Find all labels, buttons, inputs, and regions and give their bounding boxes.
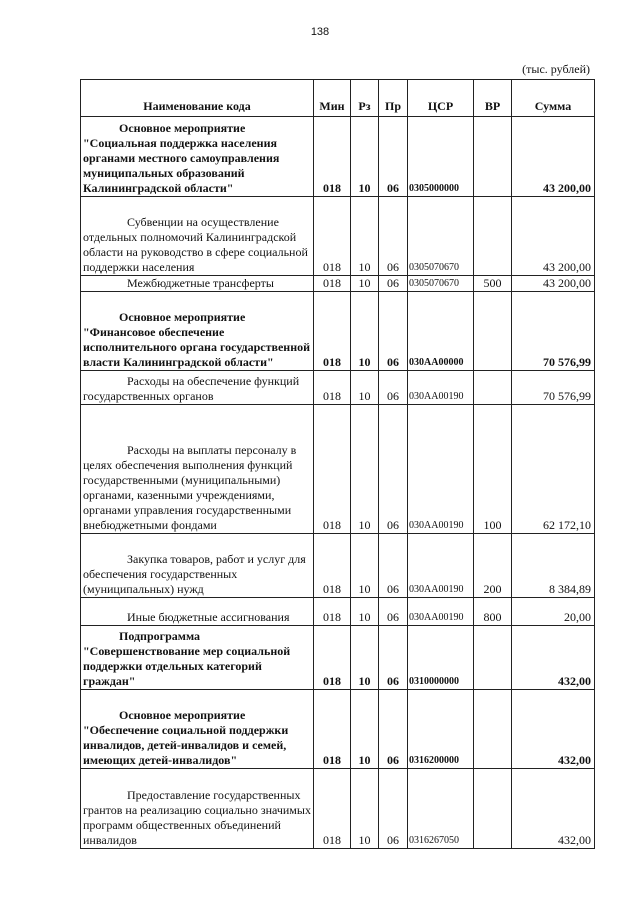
row-name-heading: Подпрограмма bbox=[119, 629, 201, 643]
budget-table bbox=[80, 79, 595, 849]
row-sum: 70 576,99 bbox=[512, 371, 595, 405]
row-pr: 06 bbox=[379, 197, 408, 276]
row-name bbox=[81, 626, 314, 690]
row-rz: 10 bbox=[351, 276, 379, 292]
row-sum: 432,00 bbox=[512, 769, 595, 849]
row-csr: 0310000000 bbox=[408, 626, 474, 690]
row-name-heading: Основное мероприятие bbox=[119, 310, 246, 324]
row-csr: 0305000000 bbox=[408, 117, 474, 197]
row-min: 018 bbox=[314, 197, 351, 276]
row-sum: 62 172,10 bbox=[512, 405, 595, 534]
row-vr bbox=[474, 292, 512, 371]
row-min: 018 bbox=[314, 276, 351, 292]
row-name: Иные бюджетные ассигнования bbox=[81, 598, 314, 626]
row-name: Закупка товаров, работ и услуг для обеспечения государственных (муниципальных) нужд bbox=[81, 534, 314, 598]
row-pr: 06 bbox=[379, 534, 408, 598]
row-name: Расходы на обеспечение функций государственных органов bbox=[81, 371, 314, 405]
row-name: Расходы на выплаты персоналу в целях обеспечения выполнения функций государственными (муниципальными) органами, казенными учреждениями, органами управления государственными внебюджетными фондами bbox=[81, 405, 314, 534]
row-rz: 10 bbox=[351, 405, 379, 534]
row-sum: 8 384,89 bbox=[512, 534, 595, 598]
row-pr: 06 bbox=[379, 292, 408, 371]
row-csr: 030АА00190 bbox=[408, 598, 474, 626]
row-pr: 06 bbox=[379, 276, 408, 292]
row-name bbox=[81, 690, 314, 769]
row-vr bbox=[474, 117, 512, 197]
row-name bbox=[81, 292, 314, 371]
col-header-vr: ВР bbox=[474, 80, 512, 117]
row-vr bbox=[474, 626, 512, 690]
row-csr: 0316267050 bbox=[408, 769, 474, 849]
row-sum: 43 200,00 bbox=[512, 117, 595, 197]
row-csr: 030АА00190 bbox=[408, 371, 474, 405]
row-pr: 06 bbox=[379, 690, 408, 769]
row-pr: 06 bbox=[379, 769, 408, 849]
row-vr: 200 bbox=[474, 534, 512, 598]
row-sum: 20,00 bbox=[512, 598, 595, 626]
row-name-body: "Социальная поддержка населения органами местного самоуправления муниципальных образований Калининградской области" bbox=[83, 136, 280, 195]
table-row bbox=[81, 117, 595, 197]
row-csr: 030АА00000 bbox=[408, 292, 474, 371]
page-number: 138 bbox=[310, 26, 330, 38]
units-label: (тыс. рублей) bbox=[522, 62, 590, 76]
row-name bbox=[81, 117, 314, 197]
table-row bbox=[81, 690, 595, 769]
row-sum: 432,00 bbox=[512, 690, 595, 769]
row-rz: 10 bbox=[351, 534, 379, 598]
row-vr bbox=[474, 197, 512, 276]
table-row bbox=[81, 405, 595, 534]
row-vr bbox=[474, 769, 512, 849]
row-min: 018 bbox=[314, 292, 351, 371]
col-header-rz: Рз bbox=[351, 80, 379, 117]
row-min: 018 bbox=[314, 371, 351, 405]
row-vr: 800 bbox=[474, 598, 512, 626]
row-name-heading: Основное мероприятие bbox=[119, 121, 246, 135]
row-min: 018 bbox=[314, 626, 351, 690]
col-header-sum: Сумма bbox=[512, 80, 595, 117]
row-sum: 70 576,99 bbox=[512, 292, 595, 371]
row-vr bbox=[474, 371, 512, 405]
row-vr: 500 bbox=[474, 276, 512, 292]
col-header-pr: Пр bbox=[379, 80, 408, 117]
row-vr: 100 bbox=[474, 405, 512, 534]
table-row bbox=[81, 276, 595, 292]
row-csr: 0316200000 bbox=[408, 690, 474, 769]
row-min: 018 bbox=[314, 405, 351, 534]
row-min: 018 bbox=[314, 690, 351, 769]
row-rz: 10 bbox=[351, 197, 379, 276]
row-vr bbox=[474, 690, 512, 769]
row-csr: 0305070670 bbox=[408, 276, 474, 292]
row-name: Межбюджетные трансферты bbox=[81, 276, 314, 292]
row-rz: 10 bbox=[351, 769, 379, 849]
table-row bbox=[81, 371, 595, 405]
row-name: Субвенции на осуществление отдельных полномочий Калининградской области на руководство в сфере социальной поддержки населения bbox=[81, 197, 314, 276]
row-sum: 43 200,00 bbox=[512, 276, 595, 292]
table-row bbox=[81, 534, 595, 598]
row-sum: 43 200,00 bbox=[512, 197, 595, 276]
row-name-body: "Финансовое обеспечение исполнительного органа государственной власти Калининградской области" bbox=[83, 325, 311, 369]
table-row bbox=[81, 197, 595, 276]
row-rz: 10 bbox=[351, 371, 379, 405]
row-min: 018 bbox=[314, 534, 351, 598]
table-row bbox=[81, 292, 595, 371]
table-row bbox=[81, 598, 595, 626]
row-pr: 06 bbox=[379, 371, 408, 405]
row-min: 018 bbox=[314, 117, 351, 197]
row-rz: 10 bbox=[351, 117, 379, 197]
row-pr: 06 bbox=[379, 117, 408, 197]
table-row bbox=[81, 769, 595, 849]
col-header-csr: ЦСР bbox=[408, 80, 474, 117]
row-rz: 10 bbox=[351, 690, 379, 769]
row-pr: 06 bbox=[379, 598, 408, 626]
row-rz: 10 bbox=[351, 626, 379, 690]
row-name-body: "Совершенствование мер социальной поддержки отдельных категорий граждан" bbox=[83, 644, 291, 688]
row-name: Предоставление государственных грантов на реализацию социально значимых программ общественных объединений инвалидов bbox=[81, 769, 314, 849]
row-sum: 432,00 bbox=[512, 626, 595, 690]
table-header-row bbox=[81, 80, 595, 117]
col-header-name: Наименование кода bbox=[81, 80, 314, 117]
row-min: 018 bbox=[314, 769, 351, 849]
table-row bbox=[81, 626, 595, 690]
row-csr: 030АА00190 bbox=[408, 534, 474, 598]
row-pr: 06 bbox=[379, 405, 408, 534]
row-csr: 0305070670 bbox=[408, 197, 474, 276]
col-header-min: Мин bbox=[314, 80, 351, 117]
row-csr: 030АА00190 bbox=[408, 405, 474, 534]
row-pr: 06 bbox=[379, 626, 408, 690]
row-name-heading: Основное мероприятие bbox=[119, 708, 246, 722]
row-rz: 10 bbox=[351, 292, 379, 371]
row-min: 018 bbox=[314, 598, 351, 626]
row-name-body: "Обеспечение социальной поддержки инвалидов, детей-инвалидов и семей, имеющих детей-инвалидов" bbox=[83, 723, 289, 767]
row-rz: 10 bbox=[351, 598, 379, 626]
